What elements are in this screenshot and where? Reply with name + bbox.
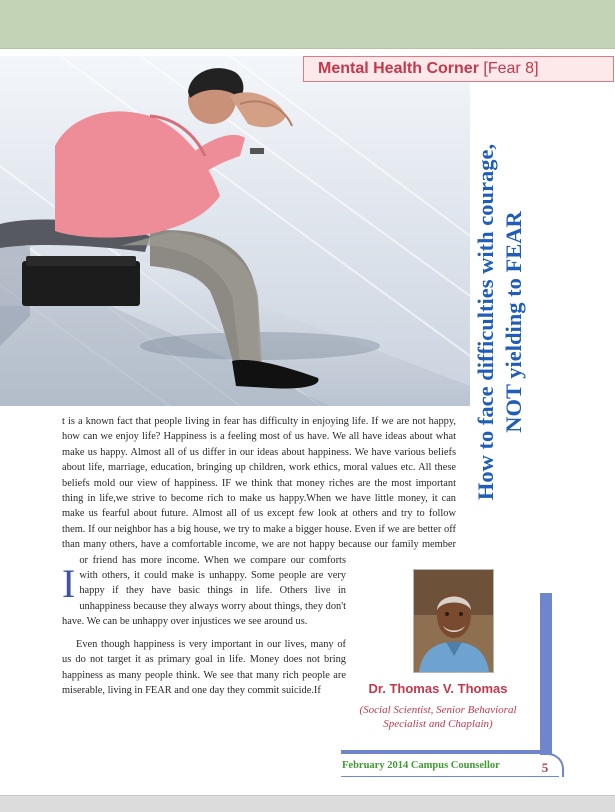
paragraph-1-text: t is a known fact that people living in fear has difficulty in enjoying life. If we are not happy, how can we enjoy life? Happiness is a feeling most of us have. We all have ideas about what make us happy. Almost all of us differ in our ideas about happiness. We have various beliefs about life, marriage, education, bringing up children, work ethics, moral values etc. All these beliefs mold our view of happiness. IF we think that money riches are the most important thing in life,we strive to become rich to make us happy.When we have little money, it can make us fearful about future. Almost all of us except few look at others and try to follow them. If our neighbor has a big house, we try to make a bigger house. Even if we are better off than many others, have a comfortable income, we are not happy because our family member or friend has more income. When we compare our comforts with others, it could make is unhappy. Some people are very happy if they have basic things in life. Others live in unhappiness because they always worry about things, they don't have. We can be unhappy over injustices we see around us. bbox=[62, 416, 456, 628]
section-word-health-corner: Health Corner bbox=[373, 60, 479, 77]
article-title bbox=[470, 82, 530, 562]
article-title-line2: NOT yielding to FEAR bbox=[501, 211, 526, 433]
bottom-band bbox=[0, 795, 615, 812]
section-series: [Fear 8] bbox=[483, 60, 539, 77]
paragraph-2: Even though happiness is very important in our lives, many of us do not target it as primary goal in life. Money does not bring happiness as many people think. We see that many rich people are miserable, living in FEAR and one day they commit suicide.If bbox=[62, 638, 346, 696]
hero-illustration bbox=[0, 56, 470, 406]
article-title-text bbox=[472, 82, 528, 562]
hero-photo-distressed-man bbox=[0, 56, 470, 406]
drop-cap: I bbox=[62, 561, 76, 606]
author-role-line1: (Social Scientist, Senior Behavioral bbox=[359, 704, 517, 716]
footer-publication: February 2014 Campus Counsellor bbox=[342, 760, 500, 771]
footer-rule bbox=[341, 776, 559, 777]
article-title-line1: How to face difficulties with courage, bbox=[473, 143, 498, 501]
decorative-frame-bottom bbox=[341, 750, 552, 754]
author-name: Dr. Thomas V. Thomas bbox=[368, 681, 508, 696]
section-word-mental: Mental bbox=[318, 60, 369, 77]
top-color-band bbox=[0, 0, 615, 49]
page-number: 5 bbox=[541, 760, 549, 775]
section-tag bbox=[303, 56, 614, 82]
author-role bbox=[333, 703, 543, 731]
author-role-line2: Specialist and Chaplain) bbox=[383, 718, 493, 730]
article-body bbox=[62, 414, 456, 705]
